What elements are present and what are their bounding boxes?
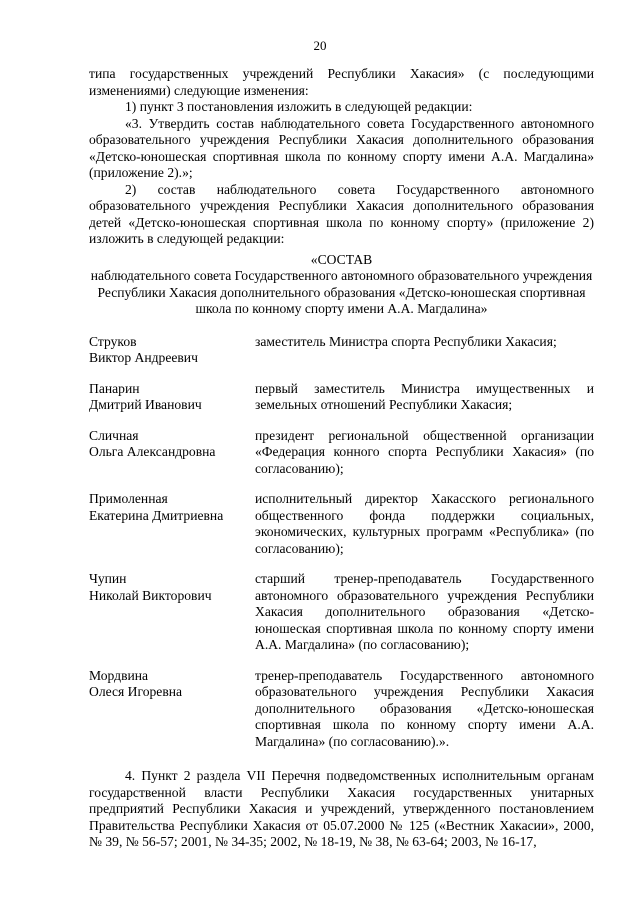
composition-heading	[89, 252, 594, 318]
composition-title: «СОСТАВ	[310, 251, 373, 267]
composition-subtitle: наблюдательного совета Государственного автономного образовательного учреждения Республики Хакасия дополнительного образования «Детско-юношеская спортивная школа по конному спорту имени А.А. Магдалина»	[90, 268, 593, 316]
member-name	[89, 428, 255, 478]
closing-paragraph: 4. Пункт 2 раздела VII Перечня подведомственных исполнительным органам государственной власти Республики Хакасия государственных унитарных предприятий Республики Хакасия и учреждений, утвержденного постановлением Правительства Республики Хакасия от 05.07.2000 № 125 («Вестник Хакасии», 2000, № 39, № 56-57; 2001, № 34-35; 2002, № 18-19, № 38, № 63-64; 2003, № 16-17,	[89, 768, 594, 849]
member-name	[89, 668, 255, 751]
member-row	[89, 491, 594, 557]
member-role: исполнительный директор Хакасского регионального общественного фонда поддержки социальных, экономических, культурных программ «Республика» (по согласованию);	[255, 491, 594, 556]
intro-paragraph-2: 1) пункт 3 постановления изложить в следующей редакции:	[125, 99, 473, 114]
member-surname: Сличная	[89, 427, 139, 443]
member-name	[89, 381, 255, 414]
member-surname: Панарин	[89, 380, 140, 396]
member-role: первый заместитель Министра имущественных и земельных отношений Республики Хакасия;	[255, 380, 594, 412]
member-given-name: Дмитрий Иванович	[89, 397, 202, 412]
member-role: президент региональной общественной организации «Федерация конного спорта Республики Хакасия» (по согласованию);	[255, 427, 594, 476]
member-surname: Мордвина	[89, 667, 149, 683]
member-surname: Чупин	[89, 571, 127, 586]
member-given-name: Олеся Игоревна	[89, 684, 183, 699]
member-surname: Струков	[89, 333, 137, 349]
member-role: старший тренер-преподаватель Государственного автономного образовательного учреждения Республики Хакасия дополнительного образования «Детско-юношеская спортивная школа по конному спорту имени А.А. Магдалина» (по согласованию);	[255, 571, 594, 652]
member-given-name: Ольга Александровна	[89, 444, 216, 459]
member-name	[89, 491, 255, 557]
intro-paragraph-3: «3. Утвердить состав наблюдательного совета Государственного автономного образовательного учреждения Республики Хакасия дополнительного образования «Детско-юношеская спортивная школа по конному спорту имени А.А. Магдалина» (приложение 2).»;	[89, 115, 594, 180]
member-role: заместитель Министра спорта Республики Хакасия;	[255, 333, 557, 349]
member-surname: Примоленная	[89, 491, 168, 506]
member-role: тренер-преподаватель Государственного автономного образовательного учреждения Республики Хакасия дополнительного образования «Детско-юношеская спортивная школа по конному спорту имени А.А. Магдалина» (по согласованию).».	[255, 667, 594, 749]
document-body	[89, 66, 594, 851]
page-number: 20	[313, 38, 327, 53]
member-given-name: Екатерина Дмитриевна	[89, 507, 224, 523]
intro-paragraph-1: типа государственных учреждений Республики Хакасия» (с последующими изменениями) следующие изменения:	[89, 66, 594, 98]
member-row	[89, 571, 594, 654]
member-row	[89, 381, 594, 414]
intro-paragraph-4: 2) состав наблюдательного совета Государственного автономного образовательного учреждения Республики Хакасия дополнительного образования детей «Детско-юношеская спортивная школа по конному спорту» (приложение 2) изложить в следующей редакции:	[89, 181, 594, 246]
member-given-name: Виктор Андреевич	[89, 350, 198, 365]
member-given-name: Николай Викторович	[89, 587, 212, 603]
member-row	[89, 334, 594, 367]
members-list	[89, 334, 594, 751]
member-row	[89, 668, 594, 751]
member-name	[89, 571, 255, 654]
member-row	[89, 428, 594, 478]
member-name	[89, 334, 255, 367]
